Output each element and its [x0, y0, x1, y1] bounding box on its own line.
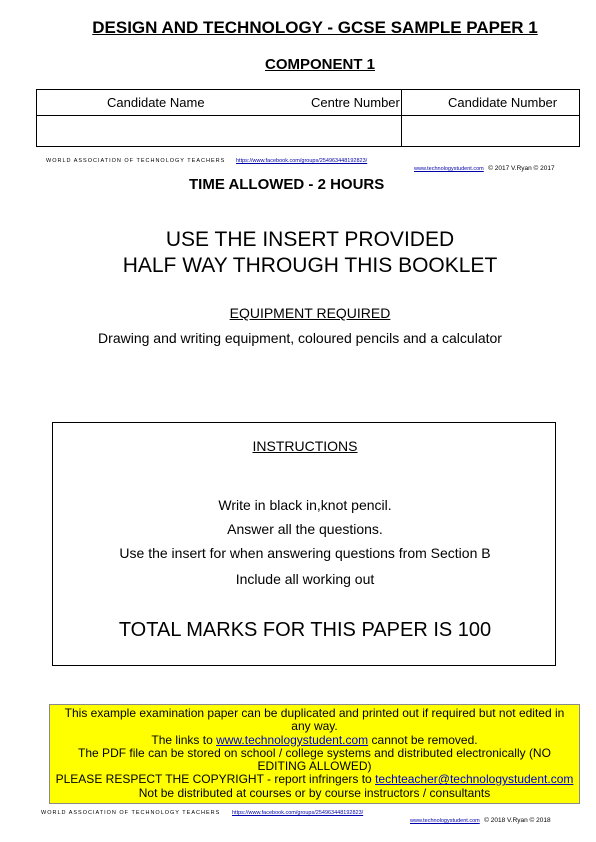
instructions-box [52, 422, 556, 666]
component-heading: COMPONENT 1 [264, 56, 375, 73]
insert-notice [0, 227, 596, 279]
time-allowed: TIME ALLOWED - 2 HOURS [189, 176, 385, 193]
footer-bottom-site-link[interactable]: www.technologystudent.com [410, 818, 480, 824]
footer-bottom-org: WORLD ASSOCIATION OF TECHNOLOGY TEACHERS [41, 810, 221, 816]
candidate-details-table [36, 89, 580, 147]
footer-bottom-copyright: © 2018 V.Ryan © 2018 [484, 817, 551, 824]
candidate-name-label: Candidate Name [107, 95, 205, 110]
footer-top-copyright: © 2017 V.Ryan © 2017 [488, 165, 555, 172]
footer-top-site [414, 157, 555, 175]
candidate-number-field[interactable] [402, 116, 580, 147]
insert-notice-line-2: HALF WAY THROUGH THIS BOOKLET [122, 254, 498, 277]
footer-top-org: WORLD ASSOCIATION OF TECHNOLOGY TEACHERS [46, 158, 226, 164]
instruction-line: Answer all the questions. [227, 521, 383, 537]
instructions-heading: INSTRUCTIONS [252, 438, 358, 454]
copyright-line-2: The links to www.technologystudent.com cannot be removed. [151, 732, 478, 747]
equipment-text: Drawing and writing equipment, coloured pencils and a calculator [98, 330, 502, 346]
instruction-line: Write in black in,knot pencil. [218, 497, 392, 513]
footer-top-facebook-link[interactable]: https://www.facebook.com/groups/254963448192823/ [236, 158, 368, 164]
total-marks: TOTAL MARKS FOR THIS PAPER IS 100 [118, 619, 492, 641]
instruction-line: Include all working out [235, 571, 375, 587]
candidate-name-field[interactable] [37, 116, 401, 147]
footer-top-site-link[interactable]: www.technologystudent.com [414, 166, 484, 172]
footer-bottom-facebook-link[interactable]: https://www.facebook.com/groups/254963448192823/ [232, 810, 364, 816]
technologystudent-link[interactable]: www.technologystudent.com [216, 732, 369, 747]
centre-number-label: Centre Number [311, 95, 400, 110]
copyright-line-4: PLEASE RESPECT THE COPYRIGHT - report infringers to techteacher@technologystudent.com [55, 772, 574, 787]
copyright-notice-box [49, 704, 580, 804]
copyright-line-5: Not be distributed at courses or by course instructors / consultants [138, 785, 491, 800]
paper-title: DESIGN AND TECHNOLOGY - GCSE SAMPLE PAPER 1 [92, 18, 538, 37]
footer-bottom-site [410, 809, 551, 827]
instruction-line: Use the insert for when answering questions from Section B [119, 545, 491, 561]
report-email-link[interactable]: techteacher@technologystudent.com [375, 772, 574, 787]
copyright-line-1: This example examination paper can be duplicated and printed out if required but not edited in any way. [64, 706, 565, 734]
copyright-line-3: The PDF file can be stored on school / college systems and distributed electronically (NO EDITING ALLOWED) [78, 745, 551, 774]
equipment-heading: EQUIPMENT REQUIRED [229, 305, 391, 321]
insert-notice-line-1: USE THE INSERT PROVIDED [165, 228, 455, 251]
candidate-number-label: Candidate Number [448, 95, 558, 110]
